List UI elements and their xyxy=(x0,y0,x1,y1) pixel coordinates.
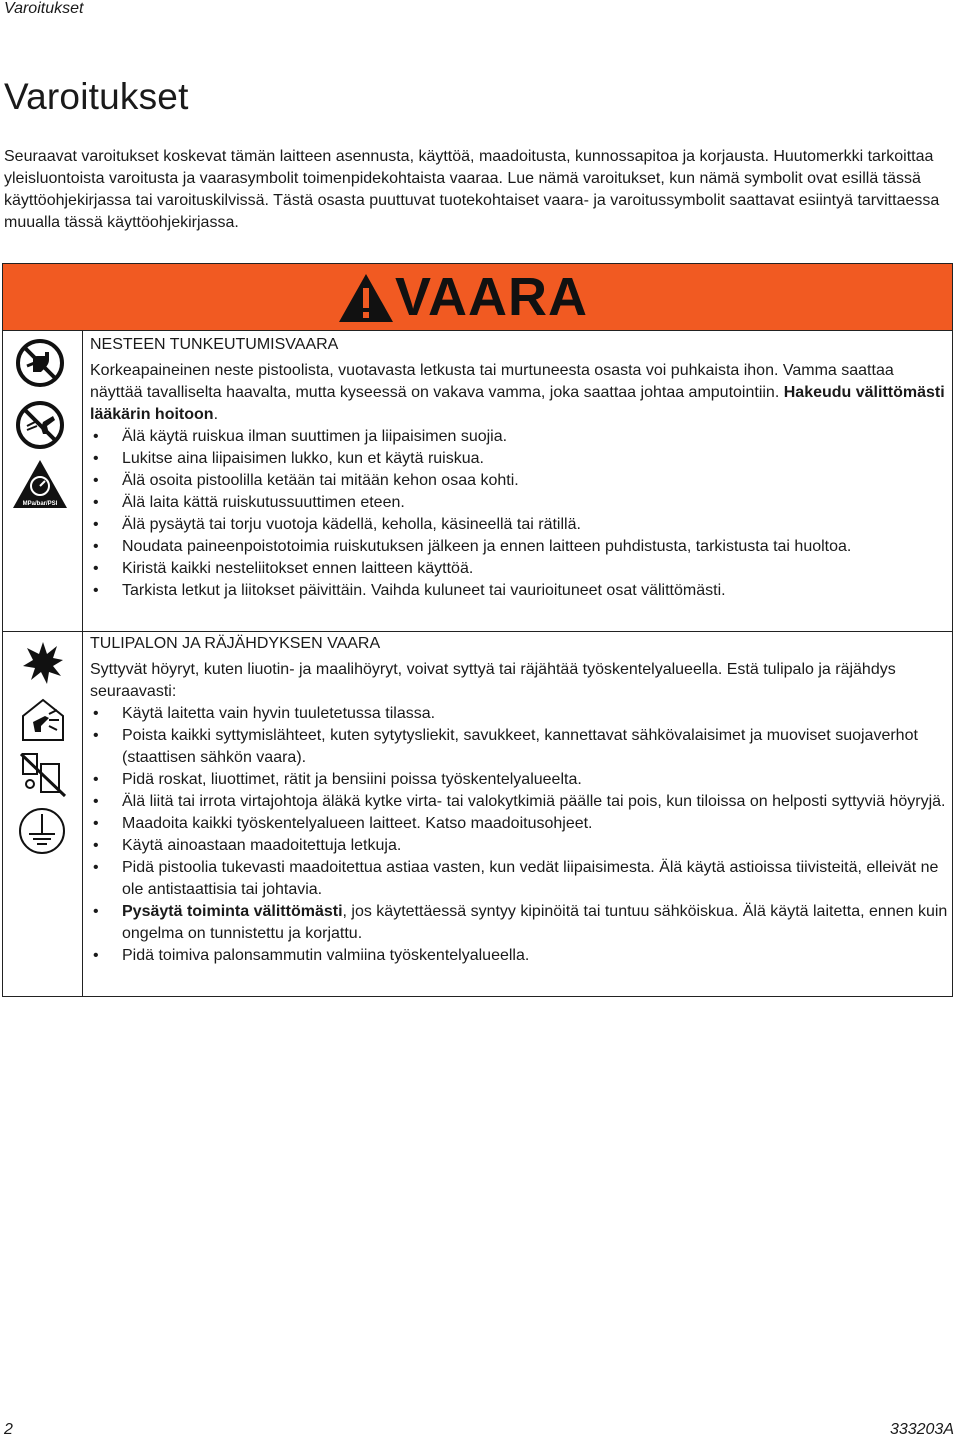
warnings-table xyxy=(2,263,953,997)
list-item: • Älä osoita pistoolilla ketään tai mitään kehon osaa kohti. xyxy=(90,470,948,492)
intro-text xyxy=(4,146,952,234)
list-item: • Poista kaikki syttymislähteet, kuten sytytysliekit, savukkeet, kannettavat sähkövalaisimet ja muoviset suojaverhot (staattisen sähkön vaara). xyxy=(90,725,948,769)
injection-hazard-section xyxy=(90,334,948,602)
danger-banner xyxy=(3,264,952,331)
list-item: • Älä pysäytä tai torju vuotoja kädellä, keholla, käsineellä tai rätillä. xyxy=(90,514,948,536)
list-item: • Tarkista letkut ja liitokset päivittäin. Vaihda kuluneet tai vaurioituneet osat välittömästi. xyxy=(90,580,948,602)
list-item: • Älä käytä ruiskua ilman suuttimen ja liipaisimen suojia. xyxy=(90,426,948,448)
list-item: • Noudata paineenpoistotoimia ruiskutuksen jälkeen ja ennen laitteen puhdistusta, tarkistusta tai huoltoa. xyxy=(90,536,948,558)
list-item: • Pysäytä toiminta välittömästi, jos käytettäessä syntyy kipinöitä tai tuntuu sähköiskua. Älä käytä laitetta, ennen kuin ongelma on tunnistettu ja korjattu. xyxy=(90,901,948,945)
running-header: Varoitukset xyxy=(4,0,84,17)
list-item: • Pidä roskat, liuottimet, rätit ja bensiini poissa työskentelyalueelta. xyxy=(90,769,948,791)
list-item: • Käytä ainoastaan maadoitettuja letkuja. xyxy=(90,835,948,857)
explosion-icon xyxy=(21,640,65,686)
ventilated-spray-area-icon xyxy=(19,696,67,742)
section-description: Syttyvät höyryt, kuten liuotin- ja maalihöyryt, voivat syttyä tai räjähtää työskentelyalueella. Estä tulipalo ja räjähdys seuraavasti: xyxy=(90,661,896,700)
ground-symbol-icon xyxy=(17,806,67,856)
list-item: • Lukitse aina liipaisimen lukko, kun et käytä ruiskua. xyxy=(90,448,948,470)
section-description: Korkeapaineinen neste pistoolista, vuotavasta letkusta tai murtuneesta osasta voi puhkaista ihon. Vamma saattaa näyttää tavalliselta haavalta, mutta kyseessä on vakava vamma, joka saattaa johtaa amputointiin. Hakeudu välittömästi lääkärin hoitoon. xyxy=(90,362,945,423)
danger-label: VAARA xyxy=(395,267,588,327)
page-number: 2 xyxy=(4,1421,13,1438)
list-item: • Maadoita kaikki työskentelyalueen laitteet. Katso maadoitusohjeet. xyxy=(90,813,948,835)
page-title: Varoitukset xyxy=(4,76,189,117)
no-spray-at-body-icon xyxy=(15,400,65,450)
icon-column-divider xyxy=(82,330,83,996)
section-heading: NESTEEN TUNKEUTUMISVAARA xyxy=(90,336,339,353)
row-divider xyxy=(3,631,952,632)
intro-paragraph: Seuraavat varoitukset koskevat tämän laitteen asennusta, käyttöä, maadoitusta, kunnossapitoa ja korjausta. Huutomerkki tarkoittaa yleisluontoista varoitusta ja vaarasymbolit toimenpidekohtaista vaaraa. Lue nämä varoitukset, kun nämä symbolit ovat esillä tässä käyttöohjekirjassa tai varoituskilvissä. Tästä osasta puuttuvat tuotekohtaiset vaara- ja varoitussymbolit saattavat esiintyä tarvittaessa muualla tässä käyttöohjekirjassa. xyxy=(4,148,940,231)
exclamation-triangle-icon xyxy=(337,272,395,324)
section-heading: TULIPALON JA RÄJÄHDYKSEN VAARA xyxy=(90,635,381,652)
bullet-list xyxy=(90,426,948,602)
list-item: • Käytä laitetta vain hyvin tuuletetussa tilassa. xyxy=(90,703,948,725)
list-item: • Älä liitä tai irrota virtajohtoja äläkä kytke virta- tai valokytkimiä päälle tai pois, kun tiloissa on helposti syttyviä höyryjä. xyxy=(90,791,948,813)
fire-explosion-hazard-section xyxy=(90,633,948,967)
list-item: • Kiristä kaikki nesteliitokset ennen laitteen käyttöä. xyxy=(90,558,948,580)
bullet-list xyxy=(90,703,948,967)
pressure-gauge-warning-icon xyxy=(11,458,69,510)
list-item: • Pidä toimiva palonsammutin valmiina työskentelyalueella. xyxy=(90,945,948,967)
svg-text:MPa/bar/PSI: MPa/bar/PSI xyxy=(22,501,58,507)
no-hand-injection-icon xyxy=(15,338,65,388)
document-number: 333203A xyxy=(889,1421,954,1438)
no-electrical-switches-icon xyxy=(19,750,69,798)
list-item: • Älä laita kättä ruiskutussuuttimen eteen. xyxy=(90,492,948,514)
list-item: • Pidä pistoolia tukevasti maadoitettua astiaa vasten, kun vedät liipaisimesta. Älä käytä astioissa tiivisteitä, elleivät ne ole antistaattisia tai johtavia. xyxy=(90,857,948,901)
